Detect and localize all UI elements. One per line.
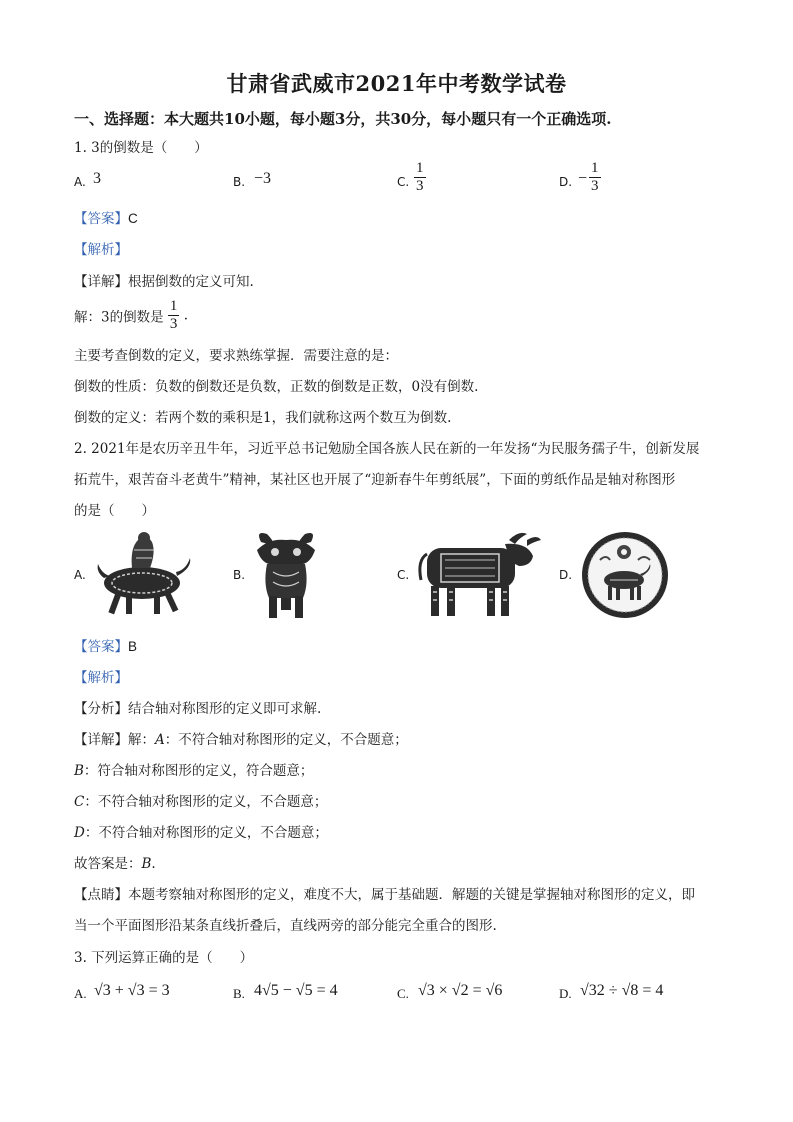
- q1-option-a-value: 3: [93, 170, 101, 187]
- q2-stem-line-3: 的是（ ）: [74, 503, 155, 519]
- q1-detail: 【详解】根据倒数的定义可知.: [74, 274, 254, 290]
- q2-comment-line-2: 当一个平面图形沿某条直线折叠后，直线两旁的部分能完全重合的图形.: [74, 918, 497, 934]
- q3-option-b-letter: B.: [233, 986, 245, 1001]
- q1-option-c-letter: C.: [397, 175, 410, 189]
- q1-option-d-fraction: $\frac{1}{3}$: [591, 160, 599, 194]
- q3-option-d-expr: √32 ÷ √8 = 4: [580, 982, 664, 999]
- q2-option-c-letter: C.: [397, 568, 410, 582]
- q2-detail-a: 【详解】解：A：不符合轴对称图形的定义，不合题意；: [74, 732, 408, 748]
- q1-note-1: 主要考查倒数的定义，要求熟练掌握．需要注意的是：: [74, 348, 398, 364]
- q3-option-a-letter: A.: [74, 986, 87, 1001]
- q2-option-b-letter: B.: [233, 568, 246, 582]
- q1-option-d-sign: −: [578, 170, 588, 187]
- q2-detail-c: C：不符合轴对称图形的定义，不合题意；: [74, 794, 328, 810]
- q2-detail-b: B：符合轴对称图形的定义，符合题意；: [74, 763, 314, 779]
- q1-option-d-letter: D.: [559, 175, 573, 189]
- ox-papercut-front-icon: [253, 528, 319, 620]
- ox-papercut-side-icon: [415, 530, 543, 620]
- q3-option-b-expr: 4√5 − √5 = 4: [254, 982, 338, 999]
- q1-option-b-value: −3: [254, 170, 272, 187]
- q2-comment-line-1: 【点睛】本题考察轴对称图形的定义，难度不大，属于基础题．解题的关键是掌握轴对称图形的定义，即: [74, 887, 695, 903]
- q2-option-a-letter: A.: [74, 568, 86, 582]
- q1-answer: 【答案】C: [74, 211, 138, 227]
- q2-detail-d: D：不符合轴对称图形的定义，不合题意；: [74, 825, 328, 841]
- q1-solution-fraction: $\frac{1}{3}$: [169, 298, 178, 332]
- q1-solution: 解：3的倒数是 $\frac{1}{3}$ .: [74, 298, 188, 332]
- ox-papercut-rider-icon: [92, 528, 198, 618]
- section-heading: 一、选择题：本大题共10小题，每小题3分，共30分，每小题只有一个正确选项.: [74, 110, 612, 128]
- q2-stem-line-2: 拓荒牛，艰苦奋斗老黄牛”精神，某社区也开展了“迎新春牛年剪纸展”，下面的剪纸作品是轴对称图形: [74, 472, 676, 488]
- q3-option-c-expr: √3 × √2 = √6: [418, 982, 503, 999]
- q1-note-2: 倒数的性质：负数的倒数还是负数，正数的倒数是正数，0没有倒数.: [74, 379, 479, 395]
- q2-analyze: 【分析】结合轴对称图形的定义即可求解.: [74, 701, 322, 717]
- q3-option-c-letter: C.: [397, 986, 409, 1001]
- q1-stem: 1. 3的倒数是（ ）: [74, 140, 208, 156]
- q1-option-a-letter: A.: [74, 175, 86, 189]
- q2-option-d-letter: D.: [559, 568, 573, 582]
- q3-option-a-expr: √3 + √3 = 3: [94, 982, 170, 999]
- q1-note-3: 倒数的定义：若两个数的乘积是1，我们就称这两个数互为倒数.: [74, 410, 452, 426]
- ox-papercut-circle-icon: [580, 530, 670, 620]
- q1-option-c-fraction: $\frac{1}{3}$: [416, 160, 424, 194]
- q1-analysis-tag: 【解析】: [74, 242, 128, 258]
- page-title: 甘肃省武威市2021年中考数学试卷: [226, 71, 567, 96]
- q2-stem-line-1: 2. 2021年是农历辛丑牛年，习近平总书记勉励全国各族人民在新的一年发扬“为民服务孺子牛，创新发展: [74, 441, 700, 457]
- q1-option-b-letter: B.: [233, 175, 246, 189]
- q2-conclusion: 故答案是：B.: [74, 856, 156, 872]
- q2-analysis-tag: 【解析】: [74, 670, 128, 686]
- q2-answer: 【答案】B: [74, 639, 138, 655]
- q3-stem: 3. 下列运算正确的是（ ）: [74, 950, 254, 966]
- q3-option-d-letter: D.: [559, 986, 572, 1001]
